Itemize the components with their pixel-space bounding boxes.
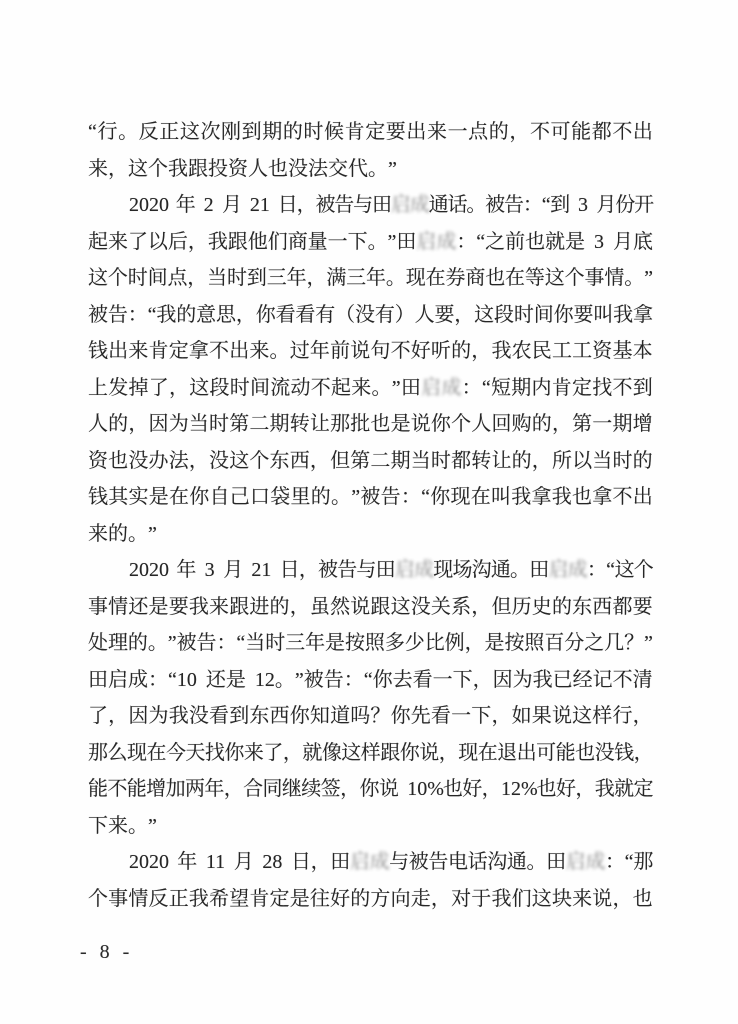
text-line: 来 ， 这 个 我 跟 投 资 人 也 没 法 交 代 。 ” (88, 157, 397, 180)
text-line: 钱 其 实 是 在 你 自 己 口 袋 里 的 。 ” 被 告 ： “ 你 现 在 叫 我 拿 我 也 拿 不 出 (88, 486, 653, 508)
redacted-name: 成 (436, 230, 457, 253)
text-line: 2020 年 11 月 28 日 ， 田 启 成 与 被 告 电 话 沟 通 。 田 启 成 ： “ 那 (88, 844, 653, 881)
text-line: 2020 年 2 月 21 日 ， 被 告 与 田 启 成 通 话 。 被 告 ： “ 到 3 月 份 开 (88, 187, 653, 224)
redacted-name: 启 (394, 559, 415, 581)
text-line: 来 的 。 ” (88, 522, 157, 545)
text-line: 田 启 成 ： “ 10 还 是 12 。 ” 被 告 ： “ 你 去 看 一 下 ， 因 为 我 已 经 记 不 清 (88, 668, 653, 691)
redacted-name: 成 (369, 851, 390, 873)
redacted-name: 成 (567, 559, 588, 581)
redacted-name: 成 (409, 194, 430, 216)
redacted-name: 成 (441, 376, 462, 399)
text-line: 事 情 还 是 要 我 来 跟 进 的 ， 虽 然 说 跟 这 没 关 系 ， 但 历 史 的 东 西 都 要 (88, 595, 653, 618)
text-line: 起 来 了 以 后 ， 我 跟 他 们 商 量 一 下 。 ” 田 启 成 ： “ 之 前 也 就 是 3 月 底 (88, 224, 653, 261)
text-line: 这 个 时 间 点 ， 当 时 到 三 年 ， 满 三 年 。 现 在 券 商 也 在 等 这 个 事 情 。 ” (88, 267, 653, 289)
redacted-name: 成 (585, 851, 606, 873)
redacted-name: 启 (548, 559, 569, 581)
redacted-name: 启 (416, 230, 437, 253)
text-line: 处 理 的 。 ” 被 告 ： “ 当 时 三 年 是 按 照 多 少 比 例 ， 是 按 照 百 分 之 几 ？ ” (88, 632, 653, 654)
redacted-name: 启 (565, 851, 586, 873)
text-line: 个 事 情 反 正 我 希 望 肯 定 是 往 好 的 方 向 走 ， 对 于 我 们 这 块 来 说 ， 也 (88, 887, 653, 910)
redacted-name: 成 (414, 559, 435, 581)
text-line: 能 不 能 增 加 两 年 ， 合 同 继 续 签 ， 你 说 10% 也 好 ， 12% 也 好 ， 我 就 定 (88, 778, 654, 800)
text-line: 被 告 ： “ 我 的 意 思 ， 你 看 看 有 （ 没 有 ） 人 要 ， 这 段 时 间 你 要 叫 我 拿 (88, 303, 654, 326)
redacted-name: 启 (390, 194, 411, 216)
page-number: - 8 - (80, 941, 133, 963)
text-line: 2020 年 3 月 21 日 ， 被 告 与 田 启 成 现 场 沟 通 。 田 启 成 ： “ 这 个 (88, 552, 653, 589)
redacted-name: 启 (349, 851, 370, 873)
text-line: 资 也 没 办 法 ， 没 这 个 东 西 ， 但 第 二 期 当 时 都 转 让 的 ， 所 以 当 时 的 (88, 449, 653, 472)
text-line: 上 发 掉 了 ， 这 段 时 间 流 动 不 起 来 。 ” 田 启 成 ： “ 短 期 内 肯 定 找 不 到 (88, 370, 653, 407)
text-line: “ 行 。 反 正 这 次 刚 到 期 的 时 候 肯 定 要 出 来 一 点 的 ， 不 可 能 都 不 出 (88, 121, 653, 143)
redacted-name: 启 (421, 376, 442, 399)
text-line: 人 的 ， 因 为 当 时 第 二 期 转 让 那 批 也 是 说 你 个 人 回 购 的 ， 第 一 期 增 (88, 413, 653, 435)
text-line: 下 来 。 ” (88, 814, 157, 837)
text-line: 钱 出 来 肯 定 拿 不 出 来 。 过 年 前 说 句 不 好 听 的 ， 我 农 民 工 工 资 基 本 (88, 340, 653, 362)
document-body (88, 114, 653, 917)
text-line: 那 么 现 在 今 天 找 你 来 了 ， 就 像 这 样 跟 你 说 ， 现 在 退 出 可 能 也 没 钱 ， (88, 741, 654, 764)
text-line: 了 ， 因 为 我 没 看 到 东 西 你 知 道 吗 ？ 你 先 看 一 下 ， 如 果 说 这 样 行 ， (88, 705, 653, 727)
